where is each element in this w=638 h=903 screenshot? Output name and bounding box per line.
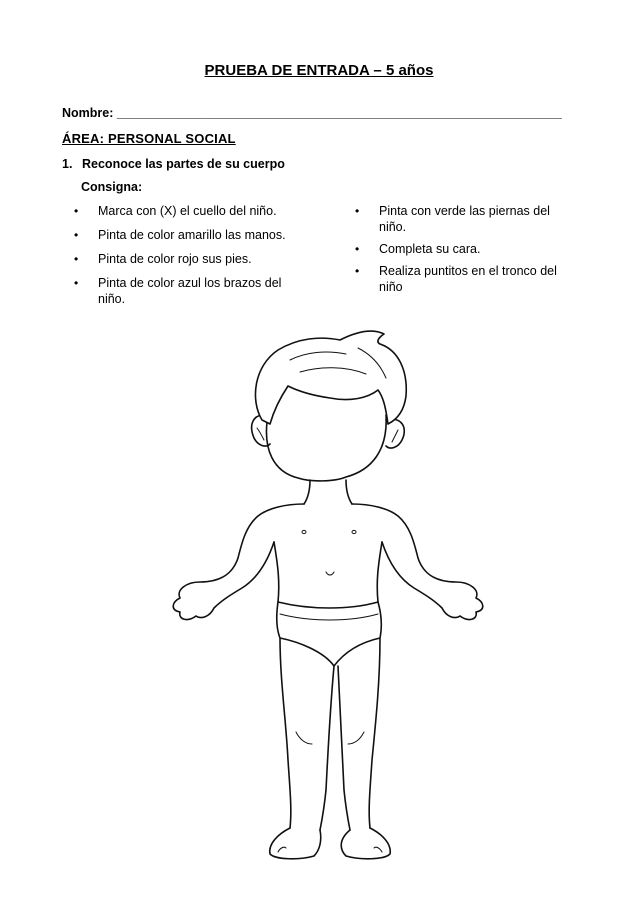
child-body-outline-icon: [150, 320, 500, 880]
bullet-icon: •: [355, 264, 360, 278]
section-title: Reconoce las partes de su cuerpo: [82, 157, 285, 171]
section-heading: [62, 157, 285, 171]
list-item-text: Completa su cara.: [379, 242, 481, 256]
list-item: [351, 241, 566, 257]
bullet-icon: •: [355, 242, 360, 256]
list-item: [351, 203, 566, 235]
list-item: [70, 251, 300, 267]
list-item: [351, 263, 566, 295]
list-item: [70, 227, 300, 243]
instructions-left-list: [70, 203, 300, 315]
list-item-text: Marca con (X) el cuello del niño.: [98, 204, 277, 218]
list-item: [70, 275, 300, 307]
bullet-icon: •: [74, 252, 79, 266]
page-title: PRUEBA DE ENTRADA – 5 años: [204, 62, 434, 79]
instructions-right-list: [351, 203, 566, 301]
bullet-icon: •: [74, 276, 79, 290]
consigna-label: Consigna:: [81, 180, 143, 194]
area-heading: ÁREA: PERSONAL SOCIAL: [62, 131, 236, 146]
bullet-icon: •: [355, 204, 360, 218]
list-item: [70, 203, 300, 219]
section-number: 1.: [62, 157, 73, 171]
list-item-text: Pinta de color azul los brazos del niño.: [98, 276, 282, 306]
bullet-icon: •: [74, 228, 79, 242]
name-field-line: Nombre: ________________________________________________________________: [62, 106, 562, 120]
bullet-icon: •: [74, 204, 79, 218]
list-item-text: Realiza puntitos en el tronco del niño: [379, 264, 557, 294]
list-item-text: Pinta con verde las piernas del niño.: [379, 204, 550, 234]
list-item-text: Pinta de color amarillo las manos.: [98, 228, 286, 242]
list-item-text: Pinta de color rojo sus pies.: [98, 252, 252, 266]
